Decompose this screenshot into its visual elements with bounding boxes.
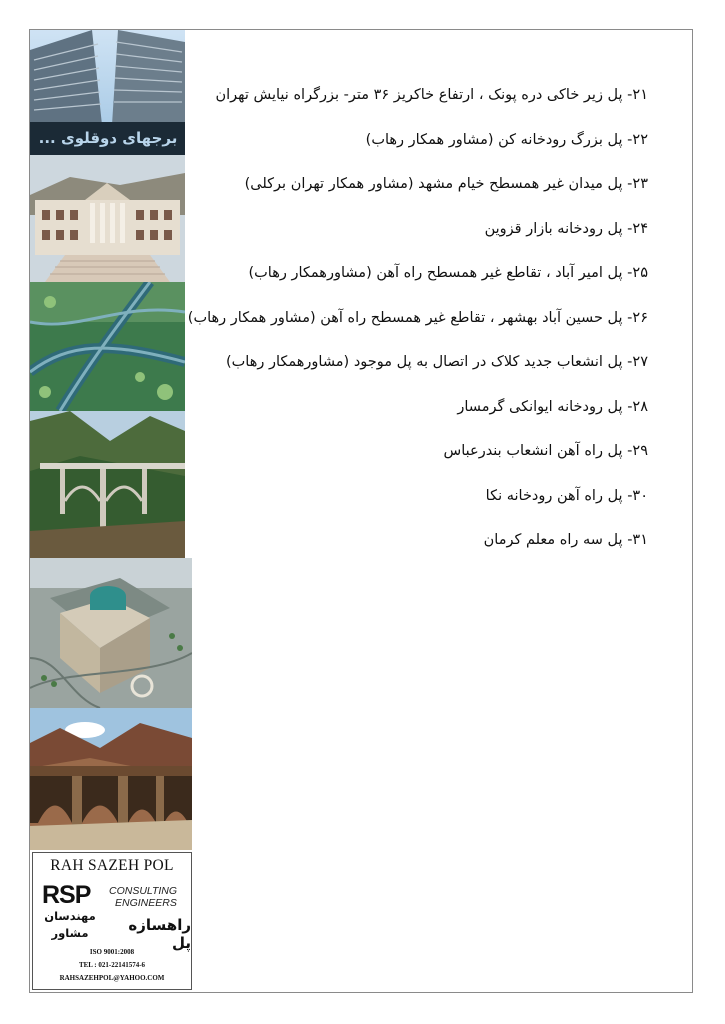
telephone-label: TEL : 021-22141574-6 [78,961,146,969]
list-item: ۲۸- پل رودخانه ایوانکی گرمسار [457,398,648,415]
list-item: ۳۱- پل سه راه معلم کرمان [483,532,648,548]
consulting-line: CONSULTING [109,885,178,897]
stone-arch-bridge-photo [30,708,192,850]
projects-list [187,80,648,570]
list-item: ۲۳- پل میدان غیر همسطح خیام مشهد (مشاور همکار تهران برکلی) [244,176,648,192]
list-item: ۲۶- پل حسین آباد بهشهر ، تقاطع غیر همسطح راه آهن (مشاور همکار رهاب) [187,309,648,326]
engineers-line: ENGINEERS [115,897,177,909]
list-item: ۲۱- پل زیر خاکی دره پونک ، ارتفاع خاکریز ۳۶ متر- بزرگراه نیایش تهران [215,87,648,103]
persian-engineers-line2: مشاور [51,926,89,940]
consulting-engineers-label [109,885,177,909]
list-item: ۲۵- پل امیر آباد ، تقاطع غیر همسطح راه آهن (مشاورهمکار رهاب) [248,265,648,281]
list-item: ۳۰- پل راه آهن رودخانه نکا [485,487,648,504]
iso-label: ISO 9001:2008 [89,948,135,956]
email-label: RAHSAZEHPOL@YAHOO.COM [59,974,165,982]
list-item: ۲۲- پل بزرگ رودخانه کن (مشاور همکار رهاب) [365,131,648,148]
rsp-logo-mark: RSP [42,881,91,909]
list-item: ۲۴- پل رودخانه بازار قزوین [484,220,648,237]
list-item: ۲۹- پل راه آهن انشعاب بندرعباس [443,443,648,459]
building-photo [30,155,185,282]
company-logo-block [32,852,192,990]
persian-engineers-label [41,908,99,942]
twin-towers-caption: برجهای دوقلوی ... [38,129,178,147]
company-name: RAH SAZEH POL [50,857,174,874]
persian-engineers-line1: مهندسان [44,909,96,923]
sidebar [30,30,192,992]
dome-building-render-photo [30,558,192,708]
railway-bridge-valley-photo [30,411,185,558]
twin-towers-photo [30,30,185,155]
list-item: ۲۷- پل انشعاب جدید کلاک در اتصال به پل موجود (مشاورهمکار رهاب) [225,354,648,370]
interchange-render-photo [30,282,185,411]
persian-company-name: راهسازه پل [128,916,191,952]
